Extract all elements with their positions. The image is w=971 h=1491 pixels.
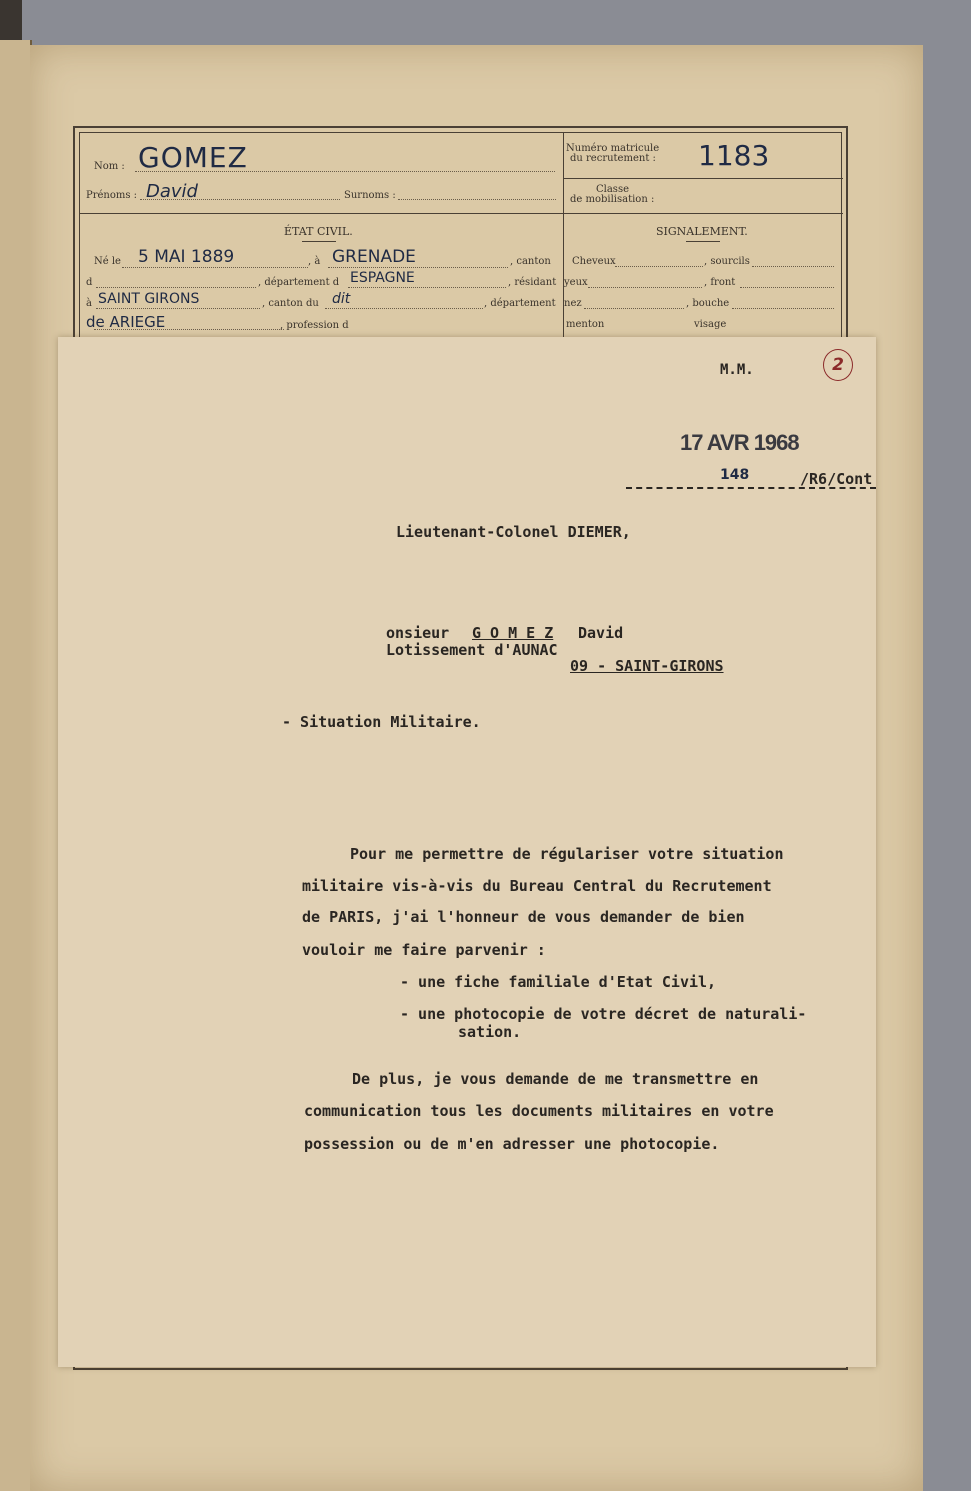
signalement-title: SIGNALEMENT. <box>656 225 748 238</box>
sourcils-label: , sourcils <box>704 256 750 267</box>
nez-label: nez <box>564 298 582 309</box>
page-number-circle <box>823 349 853 381</box>
front-label: , front <box>704 277 736 288</box>
signalement-underline <box>686 241 720 242</box>
para2-line2: communication tous les documents militaires en votre <box>304 1102 774 1120</box>
sourcils-line <box>752 266 834 267</box>
etat-civil-underline <box>302 241 336 242</box>
para1-line2: militaire vis-à-vis du Bureau Central du Recrutement <box>302 877 772 895</box>
para1-line3: de PARIS, j'ai l'honneur de vous demander de bien <box>302 908 745 926</box>
matricule-divider <box>564 178 843 179</box>
mm-label: M.M. <box>720 362 754 378</box>
profession-label: , profession d <box>280 320 349 331</box>
para1-line4: vouloir me faire parvenir : <box>302 941 546 959</box>
ref-number: 148 <box>720 467 750 483</box>
typed-letter <box>58 337 876 1367</box>
page-number: 2 <box>832 355 844 375</box>
d-label: d <box>86 277 93 288</box>
canton-du-value: dit <box>332 291 351 307</box>
nom-line <box>135 171 555 172</box>
visage-label: visage <box>694 319 727 330</box>
para1-line1: Pour me permettre de régulariser votre situation <box>350 845 784 863</box>
prenoms-value: David <box>146 181 198 202</box>
departement-label: , département d <box>258 277 340 288</box>
nom-value: GOMEZ <box>138 141 248 174</box>
address-line1: Lotissement d'AUNAC <box>386 641 558 659</box>
de-value: de ARIEGE <box>86 313 166 331</box>
a-value: GRENADE <box>332 247 416 267</box>
departement2-label: , département <box>484 298 556 309</box>
bouche-label: , bouche <box>686 298 730 309</box>
ne-le-label: Né le <box>94 256 121 267</box>
a-label: , à <box>308 256 321 267</box>
date-stamp: 17 AVR 1968 <box>680 430 799 455</box>
departement-value: ESPAGNE <box>350 270 415 286</box>
classe-label-1: Classe <box>596 184 629 195</box>
a-line <box>328 267 508 268</box>
para2-line1: De plus, je vous demande de me transmettre en <box>352 1070 759 1088</box>
ref-suffix: /R6/Cont <box>800 470 873 488</box>
surnoms-line <box>398 199 556 200</box>
d-line <box>96 287 256 288</box>
classe-label-2: de mobilisation : <box>570 194 655 205</box>
header-divider <box>80 213 843 214</box>
residence-value: SAINT GIRONS <box>98 291 200 307</box>
addressee-name: G O M E Z <box>472 624 554 642</box>
residant-label: , résidant <box>508 277 557 288</box>
residence-prefix: à <box>86 298 92 309</box>
address-line2: 09 - SAINT-GIRONS <box>570 657 724 675</box>
nom-label: Nom : <box>94 161 125 172</box>
sender: Lieutenant-Colonel DIEMER, <box>396 523 631 541</box>
list-item-1: - une fiche familiale d'Etat Civil, <box>400 973 717 991</box>
cheveux-label: Cheveux <box>572 256 616 267</box>
prenoms-label: Prénoms : <box>86 190 138 201</box>
yeux-label: yeux <box>564 277 588 288</box>
de-line <box>94 329 284 330</box>
yeux-line <box>588 287 702 288</box>
canton-du-line <box>325 308 483 309</box>
matricule-label-2: du recrutement : <box>570 153 656 164</box>
surnoms-label: Surnoms : <box>344 190 396 201</box>
matricule-value: 1183 <box>698 139 770 172</box>
bouche-line <box>732 308 834 309</box>
subject: - Situation Militaire. <box>282 713 481 731</box>
addressee-first: David <box>578 624 624 642</box>
residence-line <box>96 308 260 309</box>
canton-du-label: , canton du <box>262 298 319 309</box>
ne-le-line <box>122 267 308 268</box>
list-item-2-line2: sation. <box>458 1023 522 1041</box>
form-column-divider <box>563 133 564 343</box>
ne-le-value: 5 MAI 1889 <box>138 247 235 267</box>
canton-label: , canton <box>510 256 551 267</box>
departement-line <box>348 287 506 288</box>
etat-civil-title: ÉTAT CIVIL. <box>284 225 353 238</box>
nez-line <box>584 308 684 309</box>
prenoms-line <box>140 199 340 200</box>
addressee-prefix: onsieur <box>386 624 450 642</box>
list-item-2-line1: - une photocopie de votre décret de naturali- <box>400 1005 807 1023</box>
front-line <box>740 287 834 288</box>
para2-line3: possession ou de m'en adresser une photocopie. <box>304 1135 720 1153</box>
menton-label: menton <box>566 319 605 330</box>
left-page-edge <box>0 40 32 1491</box>
cheveux-line <box>615 266 703 267</box>
matricule-label-1: Numéro matricule <box>566 143 660 154</box>
